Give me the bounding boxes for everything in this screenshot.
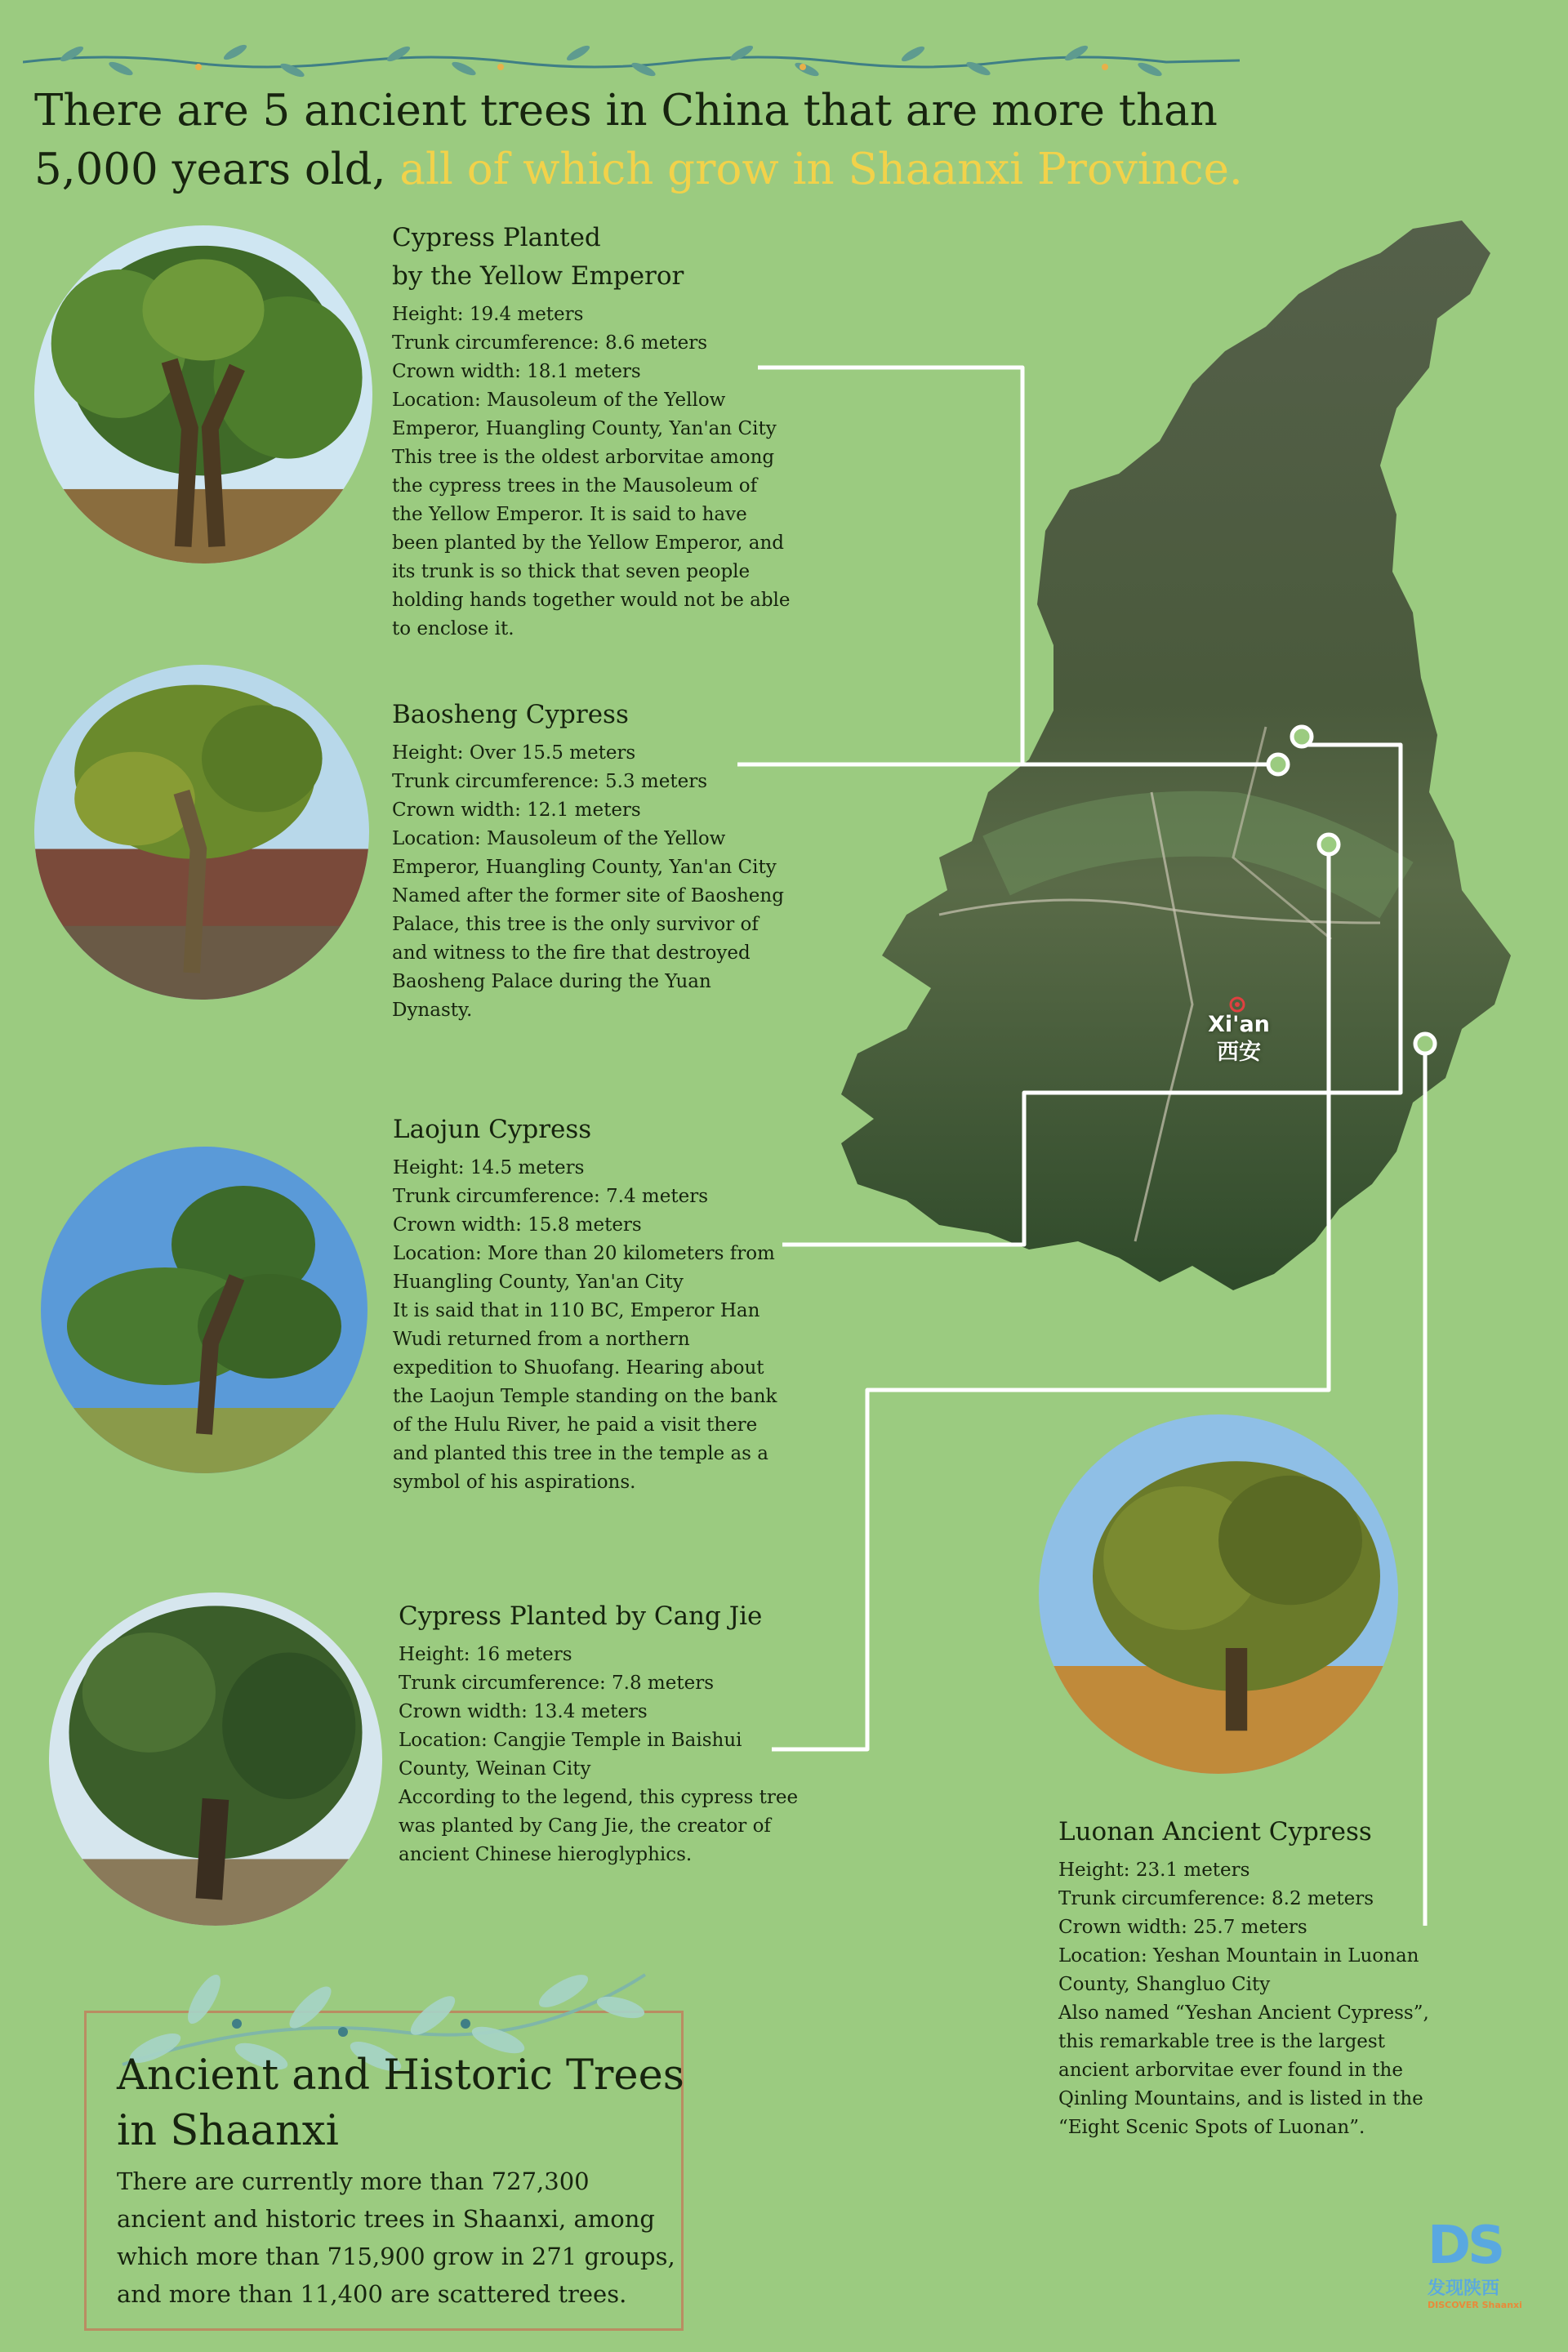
tree-crown: Crown width: 15.8 meters bbox=[393, 1214, 642, 1236]
tree-info-luonan bbox=[1058, 1813, 1450, 2142]
tree-photo-cang-jie bbox=[49, 1592, 382, 1926]
tree-stats bbox=[392, 301, 792, 644]
tree-title bbox=[392, 696, 792, 734]
tree-trunk: Trunk circumference: 5.3 meters bbox=[392, 771, 708, 792]
logo-cn: 发现陕西 bbox=[1428, 2278, 1500, 2299]
tree-trunk: Trunk circumference: 7.4 meters bbox=[393, 1186, 709, 1207]
tree-title bbox=[399, 1597, 799, 1636]
xian-en: Xi'an bbox=[1208, 1012, 1270, 1037]
tree-title-line: Cypress Planted by Cang Jie bbox=[399, 1601, 763, 1631]
tree-crown: Crown width: 12.1 meters bbox=[392, 800, 641, 821]
tree-location: Location: Mausoleum of the Yellow Emperor, Huangling County, Yan'an City bbox=[392, 828, 777, 878]
xian-label bbox=[1194, 1011, 1284, 1067]
tree-location: Location: Yeshan Mountain in Luonan County, Shangluo City bbox=[1058, 1945, 1419, 1995]
tree-photo-yellow-emperor bbox=[34, 225, 372, 564]
tree-title bbox=[392, 219, 792, 296]
tree-location: Location: Cangjie Temple in Baishui County, Weinan City bbox=[399, 1730, 742, 1780]
tree-title bbox=[1058, 1813, 1450, 1851]
shaanxi-map bbox=[808, 220, 1511, 1396]
tree-description: This tree is the oldest arborvitae among the cypress trees in the Mausoleum of the Yellow Emperor. It is said to have been planted by the Yellow Emperor, and its trunk is so thick that seven people holding hands together would not be able to enclose it. bbox=[392, 447, 791, 639]
tree-stats bbox=[399, 1641, 799, 1869]
tree-description: According to the legend, this cypress tree was planted by Cang Jie, the creator of ancient Chinese hieroglyphics. bbox=[399, 1787, 799, 1865]
tree-title-line: Baosheng Cypress bbox=[392, 700, 629, 729]
tree-info-laojun bbox=[393, 1111, 793, 1497]
tree-title-line: by the Yellow Emperor bbox=[392, 261, 684, 291]
tree-description: It is said that in 110 BC, Emperor Han Wudi returned from a northern expedition to Shuofang. Hearing about the Laojun Temple standing on the bank of the Hulu River, he paid a visit there and planted this tree in the temple as a symbol of his aspirations. bbox=[393, 1300, 777, 1493]
headline-text: There are 5 ancient trees in China that are more than 5,000 years old, bbox=[34, 86, 1218, 194]
tree-info-yellow-emperor bbox=[392, 219, 792, 644]
tree-location: Location: More than 20 kilometers from Huangling County, Yan'an City bbox=[393, 1243, 775, 1293]
tree-height: Height: Over 15.5 meters bbox=[392, 742, 636, 764]
tree-location: Location: Mausoleum of the Yellow Emperor, Huangling County, Yan'an City bbox=[392, 390, 777, 439]
tree-height: Height: 16 meters bbox=[399, 1644, 572, 1665]
tree-trunk: Trunk circumference: 8.2 meters bbox=[1058, 1888, 1374, 1909]
summary-title: Ancient and Historic Trees in Shaanxi bbox=[117, 2051, 684, 2155]
vine-decoration bbox=[23, 31, 1240, 88]
tree-info-baosheng bbox=[392, 696, 792, 1025]
tree-title-line: Cypress Planted bbox=[392, 223, 601, 252]
tree-title-line: Luonan Ancient Cypress bbox=[1058, 1817, 1372, 1846]
tree-height: Height: 14.5 meters bbox=[393, 1157, 585, 1178]
logo-en: DISCOVER Shaanxi bbox=[1428, 2300, 1522, 2310]
xian-cn: 西安 bbox=[1217, 1040, 1261, 1065]
tree-photo-baosheng bbox=[34, 665, 369, 1000]
tree-description: Named after the former site of Baosheng Palace, this tree is the only survivor of and witness to the fire that destroyed Baosheng Palace during the Yuan Dynasty. bbox=[392, 885, 784, 1021]
tree-info-cang-jie bbox=[399, 1597, 799, 1869]
tree-crown: Crown width: 13.4 meters bbox=[399, 1701, 648, 1722]
discover-shaanxi-logo bbox=[1428, 2216, 1542, 2331]
tree-trunk: Trunk circumference: 7.8 meters bbox=[399, 1673, 715, 1694]
tree-title bbox=[393, 1111, 793, 1149]
headline bbox=[34, 82, 1259, 199]
tree-trunk: Trunk circumference: 8.6 meters bbox=[392, 332, 708, 354]
tree-stats bbox=[392, 739, 792, 1025]
tree-description: Also named “Yeshan Ancient Cypress”, this remarkable tree is the largest ancient arborvitae ever found in the Qinling Mountains, and is listed in the “Eight Scenic Spots of Luonan”. bbox=[1058, 2002, 1429, 2138]
tree-photo-laojun bbox=[41, 1147, 368, 1473]
tree-height: Height: 19.4 meters bbox=[392, 304, 584, 325]
tree-crown: Crown width: 18.1 meters bbox=[392, 361, 641, 382]
logo-mark: DS bbox=[1428, 2216, 1503, 2276]
tree-stats bbox=[393, 1154, 793, 1497]
summary-body: There are currently more than 727,300 ancient and historic trees in Shaanxi, among which more than 715,900 grow in 271 groups, and more than 11,400 are scattered trees. bbox=[117, 2167, 675, 2308]
headline-highlight: all of which grow in Shaanxi Province. bbox=[399, 145, 1243, 194]
tree-crown: Crown width: 25.7 meters bbox=[1058, 1917, 1307, 1938]
tree-stats bbox=[1058, 1856, 1450, 2142]
tree-height: Height: 23.1 meters bbox=[1058, 1860, 1250, 1881]
tree-photo-luonan bbox=[1039, 1414, 1398, 1774]
tree-title-line: Laojun Cypress bbox=[393, 1115, 592, 1144]
